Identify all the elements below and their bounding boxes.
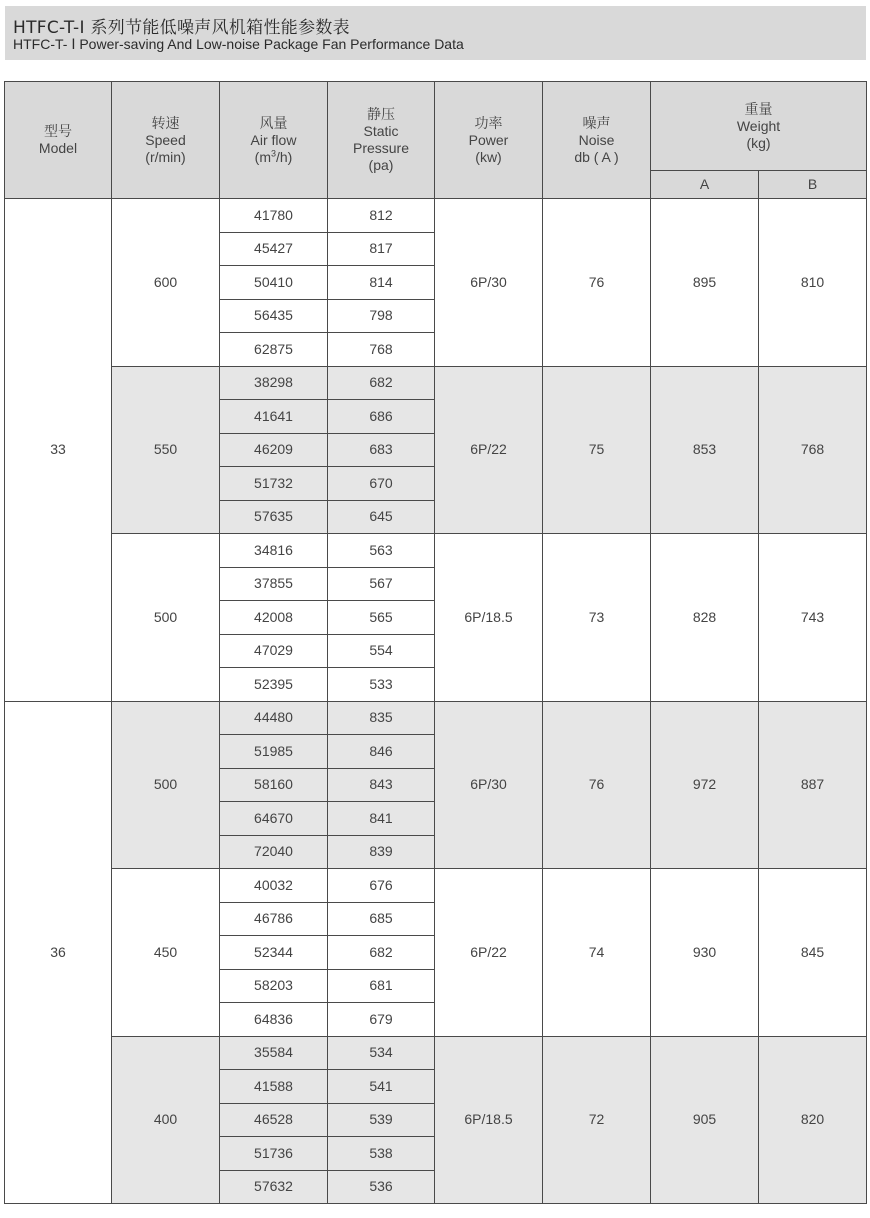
pressure-cell: 683 [328, 433, 435, 467]
speed-cell: 500 [112, 534, 220, 702]
pressure-cell: 676 [328, 869, 435, 903]
airflow-cell: 56435 [220, 299, 328, 333]
header-airflow-unit: $(m^3/h)$ [254, 147, 293, 165]
pressure-cell: 682 [328, 936, 435, 970]
header-speed-en: Speed [145, 131, 186, 148]
table-row [5, 701, 867, 735]
pressure-cell: 536 [328, 1170, 435, 1204]
pressure-cell: 843 [328, 768, 435, 802]
pressure-cell: 541 [328, 1070, 435, 1104]
header-pressure-unit: (pa) [368, 157, 394, 173]
pressure-cell: 567 [328, 567, 435, 601]
header-pressure [328, 82, 435, 199]
pressure-cell: 685 [328, 902, 435, 936]
power-cell: 6P/18.5 [435, 1036, 543, 1204]
speed-cell: 600 [112, 199, 220, 367]
model-cell: 36 [5, 701, 112, 1204]
weight-b-cell: 845 [759, 869, 867, 1037]
airflow-cell: 51985 [220, 735, 328, 769]
header-model-en: Model [38, 140, 78, 156]
header-noise-en: Noise [578, 131, 615, 148]
noise-cell: 74 [543, 869, 651, 1037]
table-row [5, 366, 867, 400]
power-cell: 6P/30 [435, 199, 543, 367]
pressure-cell: 682 [328, 366, 435, 400]
power-cell: 6P/22 [435, 869, 543, 1037]
pressure-cell: 679 [328, 1003, 435, 1037]
pressure-cell: 798 [328, 299, 435, 333]
airflow-cell: 72040 [220, 835, 328, 869]
header-weight [651, 82, 867, 171]
power-cell: 6P/22 [435, 366, 543, 534]
header-pressure-en1: Static [363, 123, 399, 139]
header-noise [543, 82, 651, 199]
pressure-cell: 670 [328, 467, 435, 501]
header-power [435, 82, 543, 199]
power-cell: 6P/30 [435, 701, 543, 869]
power-cell: 6P/18.5 [435, 534, 543, 702]
airflow-cell: 64670 [220, 802, 328, 836]
noise-cell: 76 [543, 199, 651, 367]
weight-a-cell: 972 [651, 701, 759, 869]
header-airflow [220, 82, 328, 199]
noise-cell: 75 [543, 366, 651, 534]
weight-b-cell: 810 [759, 199, 867, 367]
header-speed [112, 82, 220, 199]
header-power-unit: (kw) [475, 148, 502, 165]
airflow-cell: 52344 [220, 936, 328, 970]
weight-a-cell: 828 [651, 534, 759, 702]
header-speed-cn: 转速 [151, 114, 180, 131]
airflow-cell: 41641 [220, 400, 328, 434]
table-body [5, 199, 867, 1204]
performance-table [4, 81, 867, 1204]
speed-cell: 450 [112, 869, 220, 1037]
pressure-cell: 565 [328, 601, 435, 635]
header-weight-a: A [651, 171, 759, 199]
pressure-cell: 538 [328, 1137, 435, 1171]
header-weight-unit: (kg) [746, 134, 771, 151]
speed-cell: 550 [112, 366, 220, 534]
pressure-cell: 839 [328, 835, 435, 869]
model-cell: 33 [5, 199, 112, 702]
header-speed-unit: (r/min) [145, 148, 186, 165]
weight-b-cell: 820 [759, 1036, 867, 1204]
pressure-cell: 534 [328, 1036, 435, 1070]
speed-cell: 400 [112, 1036, 220, 1204]
airflow-cell: 51732 [220, 467, 328, 501]
weight-a-cell: 895 [651, 199, 759, 367]
header-power-en: Power [468, 131, 509, 148]
airflow-cell: 50410 [220, 266, 328, 300]
noise-cell: 76 [543, 701, 651, 869]
table-header [5, 82, 867, 199]
speed-cell: 500 [112, 701, 220, 869]
title-english: HTFC-T- Ⅰ Power-saving And Low-noise Package Fan Performance Data [13, 36, 464, 52]
header-noise-cn: 噪声 [582, 114, 611, 131]
pressure-cell: 554 [328, 634, 435, 668]
pressure-cell: 533 [328, 668, 435, 702]
airflow-cell: 46209 [220, 433, 328, 467]
table-row [5, 534, 867, 568]
header-noise-unit: db ( A ) [574, 148, 619, 165]
pressure-cell: 768 [328, 333, 435, 367]
airflow-cell: 41780 [220, 199, 328, 233]
header-pressure-en2: Pressure [352, 140, 410, 156]
airflow-cell: 44480 [220, 701, 328, 735]
airflow-cell: 58160 [220, 768, 328, 802]
header-pressure-cn: 静压 [367, 106, 395, 122]
pressure-cell: 645 [328, 500, 435, 534]
airflow-cell: 45427 [220, 232, 328, 266]
pressure-cell: 835 [328, 701, 435, 735]
header-weight-cn: 重量 [744, 100, 773, 117]
pressure-cell: 539 [328, 1103, 435, 1137]
pressure-cell: 681 [328, 969, 435, 1003]
header-airflow-en: Air flow [250, 131, 297, 148]
weight-a-cell: 853 [651, 366, 759, 534]
weight-a-cell: 905 [651, 1036, 759, 1204]
title-chinese: HTFC-T-I 系列节能低噪声风机箱性能参数表 [13, 18, 350, 38]
pressure-cell: 841 [328, 802, 435, 836]
header-power-cn: 功率 [474, 114, 503, 131]
airflow-cell: 46528 [220, 1103, 328, 1137]
weight-a-cell: 930 [651, 869, 759, 1037]
noise-cell: 72 [543, 1036, 651, 1204]
header-weight-en: Weight [736, 117, 781, 134]
airflow-cell: 58203 [220, 969, 328, 1003]
airflow-cell: 35584 [220, 1036, 328, 1070]
table-row [5, 199, 867, 233]
pressure-cell: 563 [328, 534, 435, 568]
table-row [5, 1036, 867, 1070]
header-model [5, 82, 112, 199]
airflow-cell: 57635 [220, 500, 328, 534]
header-airflow-cn: 风量 [259, 114, 288, 131]
airflow-cell: 42008 [220, 601, 328, 635]
airflow-cell: 41588 [220, 1070, 328, 1104]
title-bar [5, 6, 866, 60]
header-model-cn: 型号 [44, 123, 72, 139]
airflow-cell: 37855 [220, 567, 328, 601]
airflow-cell: 64836 [220, 1003, 328, 1037]
airflow-cell: 46786 [220, 902, 328, 936]
weight-b-cell: 887 [759, 701, 867, 869]
pressure-cell: 686 [328, 400, 435, 434]
pressure-cell: 846 [328, 735, 435, 769]
weight-b-cell: 768 [759, 366, 867, 534]
noise-cell: 73 [543, 534, 651, 702]
airflow-cell: 62875 [220, 333, 328, 367]
airflow-cell: 51736 [220, 1137, 328, 1171]
airflow-cell: 47029 [220, 634, 328, 668]
pressure-cell: 814 [328, 266, 435, 300]
airflow-cell: 38298 [220, 366, 328, 400]
airflow-cell: 52395 [220, 668, 328, 702]
pressure-cell: 812 [328, 199, 435, 233]
airflow-cell: 57632 [220, 1170, 328, 1204]
airflow-cell: 34816 [220, 534, 328, 568]
table-row [5, 869, 867, 903]
weight-b-cell: 743 [759, 534, 867, 702]
header-weight-b: B [759, 171, 867, 199]
airflow-cell: 40032 [220, 869, 328, 903]
pressure-cell: 817 [328, 232, 435, 266]
